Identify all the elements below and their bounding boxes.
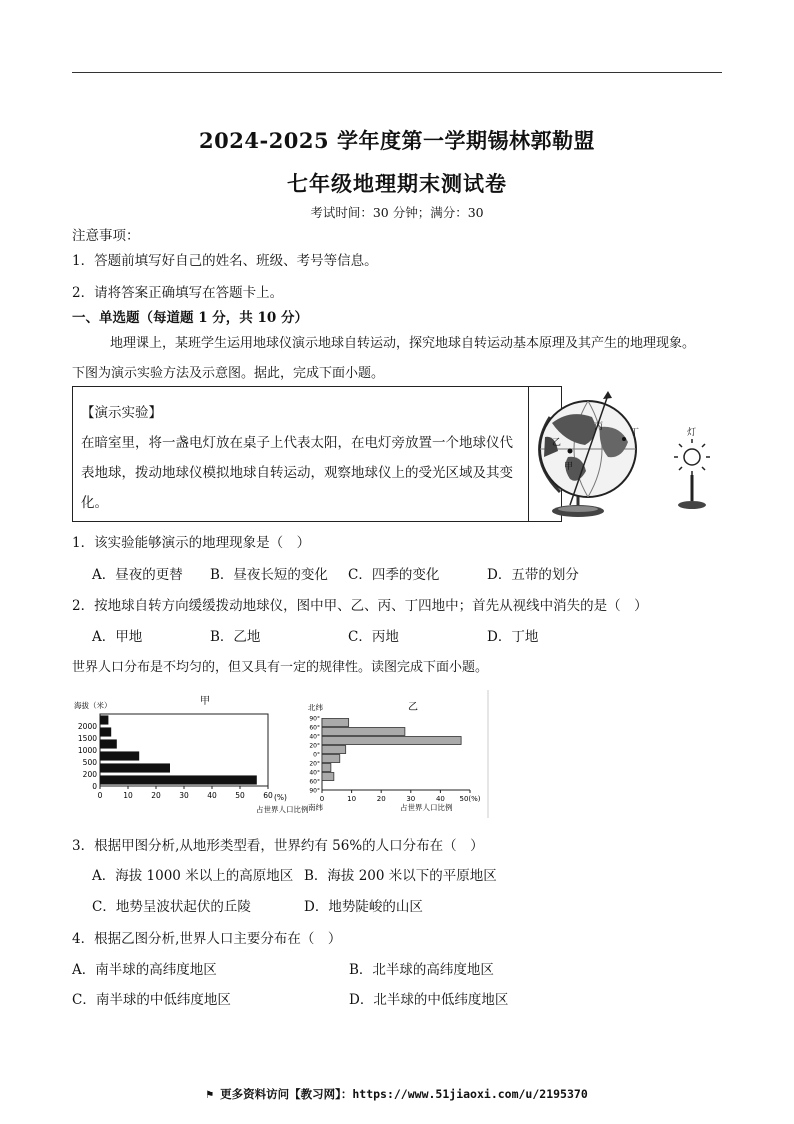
demo-experiment-box — [72, 386, 697, 522]
chart-jia-bar — [100, 751, 139, 760]
sun-lamp-icon — [674, 439, 710, 509]
chart-yi-ylabel-top: 北纬 — [308, 703, 323, 712]
chart-yi-title: 乙 — [408, 702, 418, 713]
header-rule — [72, 72, 722, 73]
chart-yi-xtick: 10 — [347, 795, 357, 803]
intro-line-2: 下图为演示实验方法及示意图。据此，完成下面小题。 — [72, 366, 385, 381]
chart-yi-ytick: 60° — [309, 778, 320, 786]
chart-jia-title: 甲 — [200, 696, 210, 707]
q1-stem: 1．该实验能够演示的地理现象是（ ） — [72, 535, 311, 551]
chart-yi-xtick: 50(%) — [459, 795, 481, 803]
q3-option-c[interactable]: C．地势呈波状起伏的丘陵 — [92, 899, 251, 915]
q2-option-b[interactable]: B．乙地 — [210, 629, 261, 645]
q4-option-d[interactable]: D．北半球的中低纬度地区 — [349, 992, 509, 1008]
chart-yi-ytick: 90° — [309, 715, 320, 723]
exam-title-line2: 七年级地理期末测试卷 — [287, 171, 507, 196]
globe-lamp-illustration — [530, 387, 760, 521]
chart-yi-ytick: 40° — [309, 769, 320, 777]
q2-option-a[interactable]: A．甲地 — [92, 629, 143, 645]
chart-jia-bar — [100, 763, 170, 772]
chart-yi-ytick: 20° — [309, 742, 320, 750]
q4-option-b[interactable]: B．北半球的高纬度地区 — [349, 962, 494, 978]
chart-jia-frame — [100, 714, 268, 786]
demo-line-3: 化。 — [81, 495, 108, 511]
label-bing: 丙 — [594, 422, 604, 432]
q1-option-b[interactable]: B．昼夜长短的变化 — [210, 567, 328, 583]
chart-jia-xtick: 10 — [123, 791, 133, 800]
intro-line-1: 地理课上，某班学生运用地球仪演示地球自转运动，探究地球自转运动基本原理及其产生的地理现象。 — [110, 336, 696, 351]
demo-line-2: 表地球，拨动地球仪模拟地球自转运动，观察地球仪上的受光区域及其变 — [81, 465, 513, 481]
exam-title-line1: 2024-2025 学年度第一学期锡林郭勒盟 — [199, 128, 595, 153]
chart-jia-xtick: 20 — [151, 791, 161, 800]
notice-item-1: 1．答题前填写好自己的姓名、班级、考号等信息。 — [72, 253, 378, 269]
population-charts — [72, 690, 492, 820]
chart-jia-ytick: 200 — [82, 770, 97, 779]
chart-yi-xlabel: 占世界人口比例 — [400, 803, 453, 812]
chart-jia-ylabel: 海拔（米） — [74, 701, 112, 710]
chart-jia — [74, 695, 309, 814]
chart-jia-ytick: 1000 — [77, 746, 97, 755]
population-intro: 世界人口分布是不均匀的，但又具有一定的规律性。读图完成下面小题。 — [72, 660, 489, 675]
section-heading: 一、单选题（每道题 1 分，共 10 分） — [72, 310, 308, 326]
chart-jia-xtick: 40 — [207, 791, 217, 800]
chart-jia-xunit: (%) — [274, 793, 287, 802]
chart-jia-xtick: 50 — [235, 791, 245, 800]
label-lamp: 灯 — [687, 428, 697, 438]
chart-yi-bar — [322, 728, 405, 736]
chart-jia-bar — [100, 727, 111, 736]
q3-option-b[interactable]: B．海拔 200 米以下的平原地区 — [304, 868, 497, 884]
chart-yi-ytick: 20° — [309, 760, 320, 768]
q4-option-c[interactable]: C．南半球的中低纬度地区 — [72, 992, 231, 1008]
q3-option-a[interactable]: A．海拔 1000 米以上的高原地区 — [92, 868, 294, 884]
q2-option-c[interactable]: C．丙地 — [348, 629, 399, 645]
chart-jia-bar — [100, 775, 257, 784]
chart-jia-ytick: 2000 — [77, 722, 97, 731]
q2-stem: 2．按地球自转方向缓缓拨动地球仪，图中甲、乙、丙、丁四地中；首先从视线中消失的是（ ） — [72, 598, 648, 614]
footer-link-text[interactable]: 更多资料访问【教习网】：https://www.51jiaoxi.com/u/2195370 — [220, 1087, 588, 1101]
notice-heading: 注意事项： — [72, 228, 140, 244]
q1-option-a[interactable]: A．昼夜的更替 — [92, 567, 183, 583]
chart-jia-xtick: 0 — [97, 791, 103, 800]
label-yi: 乙 — [552, 438, 562, 448]
chart-jia-bar — [100, 739, 117, 748]
chart-jia-xlabel: 占世界人口比例 — [256, 805, 309, 814]
q1-option-c[interactable]: C．四季的变化 — [348, 567, 440, 583]
q4-stem: 4．根据乙图分析,世界人口主要分布在（ ） — [72, 931, 342, 947]
label-jia: 甲 — [564, 462, 574, 472]
chart-yi-xtick: 0 — [319, 795, 325, 803]
demo-label: 【演示实验】 — [81, 405, 162, 421]
chart-jia-bar — [100, 715, 108, 724]
chart-yi-bar — [322, 719, 349, 727]
chart-yi-bar — [322, 737, 461, 745]
q3-option-d[interactable]: D．地势陡峻的山区 — [304, 899, 423, 915]
q3-stem: 3．根据甲图分析,从地形类型看，世界约有 56%的人口分布在（ ） — [72, 838, 484, 854]
chart-yi-xtick: 20 — [376, 795, 386, 803]
chart-yi-bar — [322, 764, 331, 772]
flag-icon: ⚑ — [206, 1087, 221, 1101]
footer-link[interactable] — [0, 1086, 794, 1102]
chart-yi-ytick: 40° — [309, 733, 320, 741]
demo-line-1: 在暗室里，将一盏电灯放在桌子上代表太阳，在电灯旁放置一个地球仪代 — [81, 435, 513, 451]
chart-yi — [308, 701, 481, 812]
chart-jia-ytick: 0 — [92, 782, 97, 791]
chart-jia-ytick: 1500 — [77, 734, 97, 743]
notice-item-2: 2．请将答案正确填写在答题卡上。 — [72, 285, 284, 301]
chart-yi-bar — [322, 755, 340, 763]
q4-option-a[interactable]: A．南半球的高纬度地区 — [72, 962, 217, 978]
chart-yi-ytick: 0° — [313, 751, 320, 759]
chart-yi-ytick: 60° — [309, 724, 320, 732]
chart-jia-xtick: 60 — [263, 791, 273, 800]
q1-option-d[interactable]: D．五带的划分 — [487, 567, 579, 583]
chart-yi-xtick: 30 — [406, 795, 416, 803]
chart-yi-bar — [322, 746, 346, 754]
q2-option-d[interactable]: D．丁地 — [487, 629, 539, 645]
chart-jia-ytick: 500 — [82, 758, 97, 767]
chart-jia-xtick: 30 — [179, 791, 189, 800]
chart-yi-ytick: 90° — [309, 787, 320, 795]
demo-text-cell — [73, 387, 529, 521]
label-ding: 丁 — [630, 428, 640, 438]
chart-yi-bar — [322, 773, 334, 781]
chart-yi-ylabel-bottom: 南纬 — [308, 803, 323, 812]
exam-info: 考试时间：30 分钟；满分：30 — [310, 205, 484, 220]
chart-yi-xtick: 40 — [435, 795, 445, 803]
